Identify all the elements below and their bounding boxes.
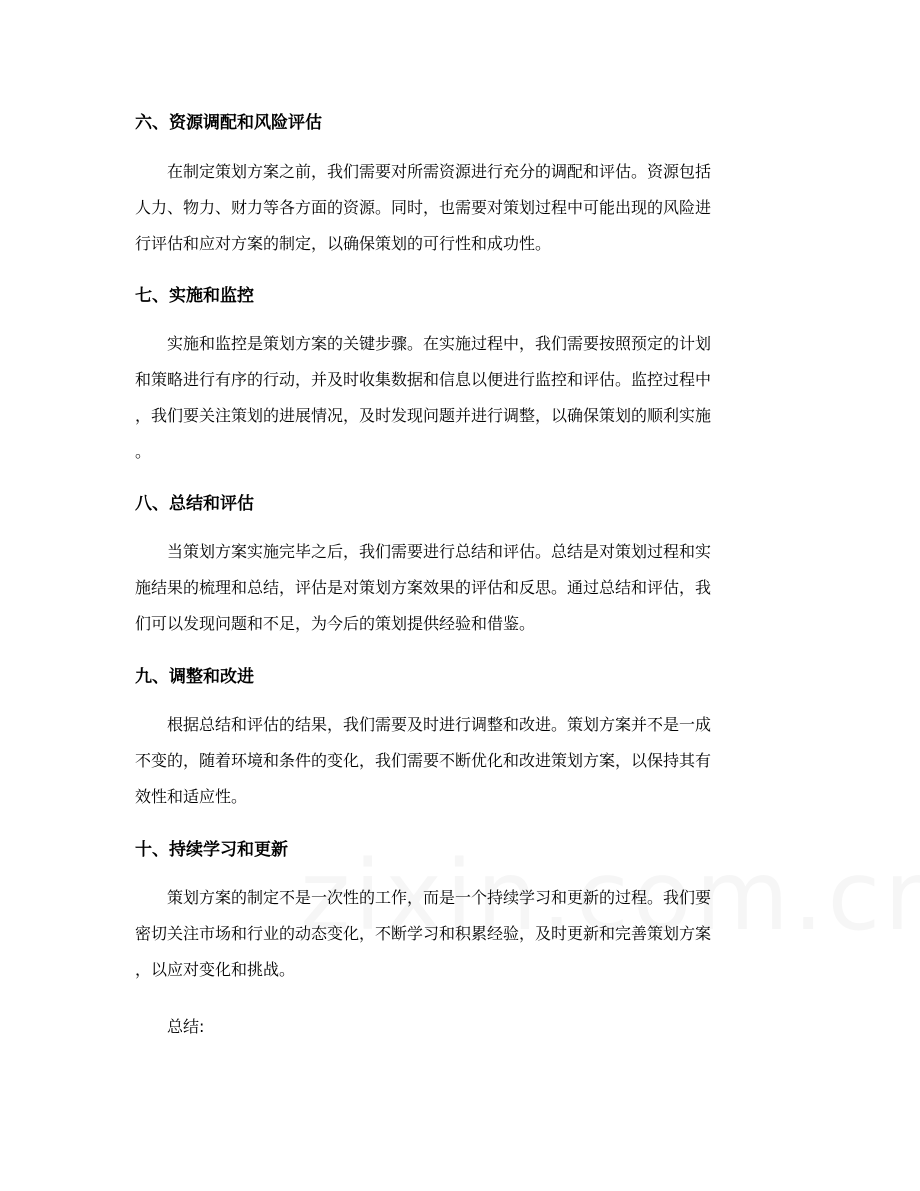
paragraph-line: 当策划方案实施完毕之后，我们需要进行总结和评估。总结是对策划过程和实 — [167, 542, 712, 561]
section-heading-6: 六、资源调配和风险评估 — [135, 113, 322, 133]
section-heading-10: 十、持续学习和更新 — [135, 840, 288, 860]
paragraph-line: 和策略进行有序的行动，并及时收集数据和信息以便进行监控和评估。监控过程中 — [135, 370, 712, 389]
paragraph-line: 们可以发现问题和不足，为今后的策划提供经验和借鉴。 — [135, 614, 536, 633]
paragraph-line: 人力、物力、财力等各方面的资源。同时，也需要对策划过程中可能出现的风险进 — [135, 198, 712, 217]
paragraph-line: 。 — [135, 442, 152, 461]
section-paragraph-7 — [135, 326, 785, 470]
paragraph-line: ，我们要关注策划的进展情况，及时发现问题并进行调整，以确保策划的顺利实施 — [135, 406, 712, 425]
summary-paragraph — [135, 1009, 785, 1045]
paragraph-line: 行评估和应对方案的制定，以确保策划的可行性和成功性。 — [135, 234, 552, 253]
section-heading-7: 七、实施和监控 — [135, 286, 254, 306]
summary-label: 总结: — [167, 1017, 205, 1036]
paragraph-line: 根据总结和评估的结果，我们需要及时进行调整和改进。策划方案并不是一成 — [167, 715, 712, 734]
section-heading-8: 八、总结和评估 — [135, 494, 254, 514]
section-heading-9: 九、调整和改进 — [135, 667, 254, 687]
paragraph-line: 在制定策划方案之前，我们需要对所需资源进行充分的调配和评估。资源包括 — [167, 162, 712, 181]
paragraph-line: 效性和适应性。 — [135, 787, 248, 806]
watermark — [300, 840, 920, 952]
paragraph-line: ，以应对变化和挑战。 — [135, 960, 296, 979]
paragraph-line: 施结果的梳理和总结，评估是对策划方案效果的评估和反思。通过总结和评估，我 — [135, 578, 712, 597]
paragraph-line: 实施和监控是策划方案的关键步骤。在实施过程中，我们需要按照预定的计划 — [167, 334, 712, 353]
paragraph-line: 密切关注市场和行业的动态变化，不断学习和积累经验，及时更新和完善策划方案 — [135, 924, 712, 943]
section-paragraph-9 — [135, 707, 785, 815]
section-paragraph-6 — [135, 154, 785, 262]
paragraph-line: 策划方案的制定不是一次性的工作，而是一个持续学习和更新的过程。我们要 — [167, 888, 712, 907]
section-paragraph-8 — [135, 534, 785, 642]
paragraph-line: 不变的，随着环境和条件的变化，我们需要不断优化和改进策划方案，以保持其有 — [135, 751, 712, 770]
